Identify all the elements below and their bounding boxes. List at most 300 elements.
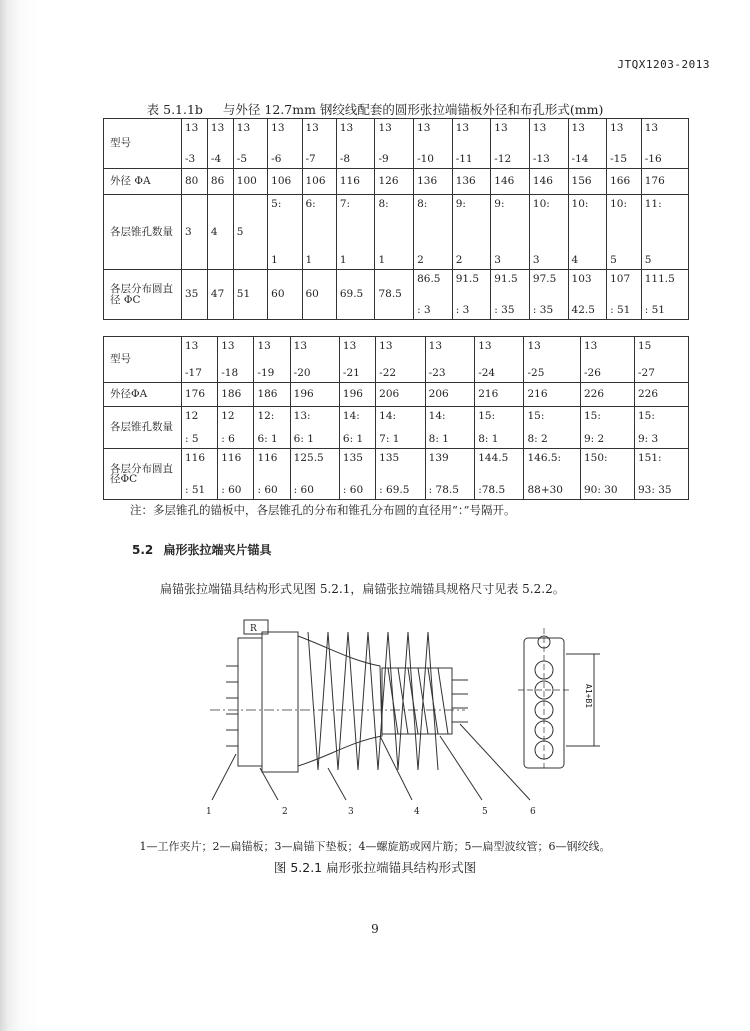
table-cell bbox=[414, 169, 453, 195]
table-cell bbox=[452, 119, 491, 169]
cell-line: 8: bbox=[378, 197, 389, 210]
cell-line: 206 bbox=[379, 388, 400, 401]
cell-line: 12 bbox=[221, 409, 235, 422]
table-cell bbox=[182, 407, 218, 449]
cell-line: 80 bbox=[185, 175, 199, 188]
cell-line: : 60 bbox=[221, 484, 242, 496]
cell-line: -11 bbox=[455, 153, 473, 165]
table-row bbox=[104, 169, 689, 195]
table-row bbox=[104, 270, 689, 320]
table-cell bbox=[290, 337, 339, 383]
table-cell bbox=[254, 337, 290, 383]
table-cell bbox=[233, 119, 267, 169]
table-cell bbox=[491, 195, 530, 270]
cell-line: 13 bbox=[478, 339, 492, 352]
table-cell bbox=[491, 169, 530, 195]
callout-5: 5 bbox=[482, 807, 488, 817]
cell-line: 135 bbox=[342, 451, 363, 464]
cell-line: -13 bbox=[532, 153, 550, 165]
table-cell bbox=[182, 383, 218, 407]
table-cell bbox=[414, 195, 453, 270]
table-cell bbox=[425, 449, 475, 500]
table-cell bbox=[634, 337, 688, 383]
cell-line: 9: 3 bbox=[637, 433, 659, 445]
cell-line: -8 bbox=[339, 153, 351, 165]
cell-line: 13 bbox=[342, 339, 357, 352]
cell-line: 111.5 bbox=[644, 272, 675, 285]
cell-line: 8: bbox=[417, 197, 428, 210]
table-cell bbox=[302, 195, 336, 270]
table-cell bbox=[529, 195, 568, 270]
table-cell bbox=[607, 270, 642, 320]
cell-line: 86 bbox=[210, 175, 225, 188]
cell-line: 13 bbox=[305, 121, 319, 134]
cell-line: : 51 bbox=[610, 304, 631, 316]
cell-line: 106 bbox=[271, 175, 292, 188]
cell-line: 35 bbox=[185, 288, 199, 301]
table-cell bbox=[268, 169, 302, 195]
cell-line: 9: bbox=[494, 197, 505, 210]
cell-line: 13 bbox=[428, 339, 443, 352]
table-cell bbox=[207, 195, 233, 270]
cell-line: 12 bbox=[185, 409, 199, 422]
r-label: R bbox=[250, 624, 257, 634]
figure-caption: 图 5.2.1 扁形张拉端锚具结构形式图 bbox=[273, 860, 477, 875]
cell-line: 216 bbox=[478, 388, 499, 401]
table-cell bbox=[568, 119, 607, 169]
cell-line: 136 bbox=[455, 175, 476, 188]
cell-line: -9 bbox=[378, 153, 389, 165]
cell-line: 146 bbox=[532, 175, 553, 188]
cell-line: 15 bbox=[637, 339, 652, 352]
cell-line: 136 bbox=[417, 175, 438, 188]
cell-line: 14: bbox=[342, 409, 360, 422]
table-cell bbox=[452, 270, 491, 320]
cell-line: -4 bbox=[210, 153, 222, 165]
cell-line: : 35 bbox=[532, 304, 554, 316]
table-cell bbox=[524, 383, 581, 407]
cell-line: 150: bbox=[584, 451, 608, 464]
cell-line: 13 bbox=[236, 121, 251, 134]
cell-line: -27 bbox=[637, 367, 655, 379]
cell-line: 6: 1 bbox=[342, 433, 364, 445]
table-cell bbox=[339, 383, 375, 407]
cell-line: 9: 2 bbox=[584, 433, 605, 445]
cell-line: : 60 bbox=[342, 484, 364, 496]
cell-line: 216 bbox=[527, 388, 548, 401]
anchor-plate-table-2 bbox=[103, 336, 689, 500]
cell-line: 116 bbox=[185, 451, 206, 464]
table-cell bbox=[475, 407, 524, 449]
table-cell bbox=[425, 407, 475, 449]
cell-line: 4 bbox=[210, 225, 218, 238]
cell-line: 13 bbox=[379, 339, 393, 352]
table-cell bbox=[581, 337, 635, 383]
table-cell bbox=[641, 119, 688, 169]
table-cell bbox=[207, 119, 233, 169]
callout-1: 1 bbox=[206, 807, 212, 817]
cell-line: 186 bbox=[221, 388, 242, 401]
cell-line: 15: bbox=[584, 409, 601, 422]
cell-line: 1 bbox=[339, 254, 347, 266]
cell-line: 13 bbox=[610, 121, 624, 134]
cell-line: 146 bbox=[494, 175, 515, 188]
cell-line: 146.5: bbox=[527, 451, 562, 464]
cell-line: : 60 bbox=[293, 484, 314, 496]
cell-line: 10: bbox=[532, 197, 550, 210]
table-cell bbox=[290, 407, 339, 449]
table-cell bbox=[607, 195, 642, 270]
cell-line: 156 bbox=[571, 175, 592, 188]
row-header: 外径 ΦA bbox=[104, 169, 182, 195]
table-cell bbox=[268, 270, 302, 320]
table-cell bbox=[634, 383, 688, 407]
cell-line: 2 bbox=[417, 254, 424, 266]
cell-line: 47 bbox=[210, 288, 225, 301]
table-row bbox=[104, 337, 689, 383]
cell-line: 13 bbox=[494, 121, 508, 134]
cell-line: 12: bbox=[257, 409, 275, 422]
cell-line: 91.5 bbox=[455, 272, 480, 285]
cell-line: 78.5 bbox=[378, 288, 402, 301]
cell-line: -16 bbox=[644, 153, 662, 165]
table-cell bbox=[425, 337, 475, 383]
table-cell bbox=[581, 407, 635, 449]
table-cell bbox=[376, 449, 426, 500]
cell-line: 226 bbox=[637, 388, 659, 401]
cell-line: : 3 bbox=[455, 304, 470, 316]
callout-2: 2 bbox=[282, 807, 288, 817]
cell-line: -3 bbox=[185, 153, 196, 165]
table-cell bbox=[524, 449, 581, 500]
table-cell bbox=[254, 449, 290, 500]
cell-line: 69.5 bbox=[339, 288, 364, 301]
cell-line: 10: bbox=[610, 197, 628, 210]
table-cell bbox=[452, 169, 491, 195]
cell-line: 3 bbox=[185, 225, 192, 238]
table-cell bbox=[233, 270, 267, 320]
cell-line: 13 bbox=[210, 121, 225, 134]
cell-line: 90: 30 bbox=[584, 484, 618, 496]
table-cell bbox=[218, 383, 254, 407]
table-cell bbox=[641, 169, 688, 195]
figure-legend: 1—工作夹片；2—扁锚板；3—扁锚下垫板；4—螺旋筋或网片筋；5—扁型波纹管；6—钢绞线。 bbox=[139, 840, 611, 853]
table-cell bbox=[375, 119, 414, 169]
cell-line: -20 bbox=[293, 367, 311, 379]
table-cell bbox=[414, 270, 453, 320]
row-header: 型号 bbox=[104, 337, 182, 383]
row-header: 各层锥孔数量 bbox=[104, 407, 182, 449]
cell-line: -12 bbox=[494, 153, 512, 165]
table-cell bbox=[182, 270, 208, 320]
anchor-plate-table-1 bbox=[103, 118, 689, 320]
row-header: 外径ΦA bbox=[104, 383, 182, 407]
table-cell bbox=[641, 195, 688, 270]
cell-line: 4 bbox=[571, 254, 579, 266]
table-cell bbox=[182, 449, 218, 500]
table-cell bbox=[491, 270, 530, 320]
section-heading bbox=[132, 541, 271, 558]
table-cell bbox=[524, 337, 581, 383]
table-cell bbox=[568, 169, 607, 195]
table-cell bbox=[641, 270, 688, 320]
cell-line: : 6 bbox=[221, 433, 235, 445]
cell-line: 11: bbox=[644, 197, 662, 210]
cell-line: 103 bbox=[571, 272, 592, 285]
cell-line: 13 bbox=[293, 339, 308, 352]
cell-line: 2 bbox=[455, 254, 463, 266]
table-cell bbox=[581, 449, 635, 500]
table-cell bbox=[425, 383, 475, 407]
cell-line: 5 bbox=[610, 254, 617, 266]
table-caption bbox=[0, 100, 750, 118]
cell-line: 97.5 bbox=[532, 272, 557, 285]
table-cell bbox=[376, 407, 426, 449]
table-cell bbox=[339, 337, 375, 383]
cell-line: -18 bbox=[221, 367, 239, 379]
row-header: 各层分布圆直径ΦC bbox=[104, 449, 182, 500]
cell-line: 151: bbox=[637, 451, 662, 464]
table-cell bbox=[375, 169, 414, 195]
table-row bbox=[104, 449, 689, 500]
cell-line: -22 bbox=[379, 367, 397, 379]
cell-line: 86.5 bbox=[417, 272, 441, 285]
cell-line: -17 bbox=[185, 367, 202, 379]
table-cell bbox=[607, 169, 642, 195]
table-cell bbox=[529, 270, 568, 320]
cell-line: 139 bbox=[428, 451, 449, 464]
cell-line: 15: bbox=[527, 409, 545, 422]
cell-line: -24 bbox=[478, 367, 496, 379]
row-header: 各层分布圆直径 ΦC bbox=[104, 270, 182, 320]
table-cell bbox=[218, 337, 254, 383]
cell-line: : 78.5 bbox=[428, 484, 459, 496]
cell-line: : 5 bbox=[185, 433, 199, 445]
table-cell bbox=[182, 195, 208, 270]
cell-line: 88+30 bbox=[527, 484, 563, 496]
cell-line: 91.5 bbox=[494, 272, 518, 285]
cell-line: 8: 2 bbox=[527, 433, 548, 445]
table-cell bbox=[607, 119, 642, 169]
table-row bbox=[104, 195, 689, 270]
table-cell bbox=[336, 270, 375, 320]
table-cell bbox=[581, 383, 635, 407]
cell-line: 8: 1 bbox=[428, 433, 449, 445]
cell-line: 13 bbox=[644, 121, 659, 134]
cell-line: 93: 35 bbox=[637, 484, 672, 496]
cell-line: 196 bbox=[293, 388, 314, 401]
cell-line: 166 bbox=[610, 175, 631, 188]
table-cell bbox=[218, 407, 254, 449]
table-cell bbox=[290, 449, 339, 500]
cell-line: 15: bbox=[637, 409, 655, 422]
table-cell bbox=[182, 337, 218, 383]
callout-3: 3 bbox=[348, 807, 354, 817]
table-cell bbox=[218, 449, 254, 500]
table-cell bbox=[302, 119, 336, 169]
table-cell bbox=[302, 169, 336, 195]
table-cell bbox=[475, 449, 524, 500]
table-note: 注：多层锥孔的锚板中，各层锥孔的分布和锥孔分布圆的直径用“：”号隔开。 bbox=[130, 503, 516, 517]
cell-line: 100 bbox=[236, 175, 257, 188]
table-cell bbox=[452, 195, 491, 270]
cell-line: 7: bbox=[339, 197, 351, 210]
table-row bbox=[104, 383, 689, 407]
cell-line: 206 bbox=[428, 388, 449, 401]
cell-line: 13 bbox=[455, 121, 470, 134]
cell-line: -23 bbox=[428, 367, 446, 379]
flat-anchor-structure-figure bbox=[200, 618, 640, 828]
cell-line: 13 bbox=[417, 121, 431, 134]
cell-line: -25 bbox=[527, 367, 545, 379]
cell-line: : 69.5 bbox=[379, 484, 410, 496]
table-caption-text: 与外径 12.7mm 钢绞线配套的圆形张拉端锚板外径和布孔形式(mm) bbox=[222, 102, 604, 117]
cell-line: : 60 bbox=[257, 484, 278, 496]
table-cell bbox=[529, 119, 568, 169]
cell-line: : 35 bbox=[494, 304, 515, 316]
cell-line: 5 bbox=[236, 225, 244, 238]
cell-line: 13 bbox=[378, 121, 392, 134]
cell-line: 5 bbox=[644, 254, 652, 266]
cell-line: 176 bbox=[185, 388, 206, 401]
cell-line: 14: bbox=[379, 409, 397, 422]
table-cell bbox=[207, 169, 233, 195]
cell-line: 51 bbox=[236, 288, 251, 301]
cell-line: -19 bbox=[257, 367, 275, 379]
table-cell bbox=[339, 449, 375, 500]
bearing-plate-shape bbox=[262, 632, 298, 772]
cell-line: 15: bbox=[478, 409, 496, 422]
section-number: 5.2 bbox=[132, 543, 154, 557]
cell-line: 13 bbox=[221, 339, 235, 352]
cell-line: 116 bbox=[339, 175, 360, 188]
section-title: 扁形张拉端夹片锚具 bbox=[163, 543, 272, 557]
cell-line: 13 bbox=[257, 339, 271, 352]
cell-line: : 51 bbox=[644, 304, 665, 316]
table-cell bbox=[475, 383, 524, 407]
cell-line: 126 bbox=[378, 175, 399, 188]
cell-line: -10 bbox=[417, 153, 434, 165]
table-cell bbox=[254, 407, 290, 449]
cell-line: -15 bbox=[610, 153, 628, 165]
table-cell bbox=[233, 195, 267, 270]
cell-line: 7: 1 bbox=[379, 433, 400, 445]
cell-line: -14 bbox=[571, 153, 589, 165]
cell-line: -5 bbox=[236, 153, 248, 165]
table-cell bbox=[268, 119, 302, 169]
cell-line: 13 bbox=[185, 339, 199, 352]
table-row bbox=[104, 407, 689, 449]
cell-line: -21 bbox=[342, 367, 360, 379]
cell-line: 13 bbox=[527, 339, 541, 352]
cell-line: 60 bbox=[305, 288, 319, 301]
table-cell bbox=[182, 169, 208, 195]
cell-line: 13 bbox=[185, 121, 199, 134]
table-cell bbox=[302, 270, 336, 320]
cell-line: 116 bbox=[221, 451, 242, 464]
cell-line: 9: bbox=[455, 197, 466, 210]
cell-line: 1 bbox=[271, 254, 278, 266]
table-cell bbox=[339, 407, 375, 449]
document-code: JTQX1203-2013 bbox=[617, 58, 710, 71]
table-cell bbox=[336, 119, 375, 169]
table-cell bbox=[254, 383, 290, 407]
table-cell bbox=[268, 195, 302, 270]
cell-line: 186 bbox=[257, 388, 278, 401]
table-cell bbox=[290, 383, 339, 407]
cell-line: 144.5 bbox=[478, 451, 509, 464]
cell-line: 13 bbox=[571, 121, 585, 134]
cell-line: 106 bbox=[305, 175, 326, 188]
table-cell bbox=[376, 337, 426, 383]
dimension-label: A1+B1 bbox=[584, 684, 593, 709]
cell-line: 14: bbox=[428, 409, 446, 422]
cell-line: -7 bbox=[305, 153, 316, 165]
anchor-plate-shape bbox=[238, 638, 262, 766]
table-cell bbox=[336, 169, 375, 195]
table-cell bbox=[634, 449, 688, 500]
callout-6: 6 bbox=[530, 807, 536, 817]
cell-line: 116 bbox=[257, 451, 278, 464]
table-cell bbox=[568, 270, 607, 320]
table-cell bbox=[376, 383, 426, 407]
table-cell bbox=[524, 407, 581, 449]
cell-line: 125.5 bbox=[293, 451, 324, 464]
cell-line: 1 bbox=[305, 254, 313, 266]
cell-line: -26 bbox=[584, 367, 601, 379]
cell-line: 10: bbox=[571, 197, 589, 210]
page-number: 9 bbox=[371, 922, 379, 936]
cell-line: 6: bbox=[305, 197, 316, 210]
cell-line: 60 bbox=[271, 288, 285, 301]
cell-line: :78.5 bbox=[478, 484, 506, 496]
cell-line: 13 bbox=[584, 339, 598, 352]
callout-4: 4 bbox=[414, 807, 420, 817]
cell-line: 13 bbox=[339, 121, 354, 134]
table-caption-number: 表 5.1.1b bbox=[146, 102, 203, 117]
table-cell bbox=[529, 169, 568, 195]
cell-line: 5: bbox=[271, 197, 282, 210]
cell-line: 13: bbox=[293, 409, 311, 422]
row-header: 型号 bbox=[104, 119, 182, 169]
cell-line: 13 bbox=[532, 121, 547, 134]
table-cell bbox=[634, 407, 688, 449]
cell-line: 13 bbox=[271, 121, 285, 134]
table-cell bbox=[414, 119, 453, 169]
cell-line: 176 bbox=[644, 175, 665, 188]
table-cell bbox=[182, 119, 208, 169]
table-cell bbox=[375, 270, 414, 320]
cell-line: -6 bbox=[271, 153, 282, 165]
cell-line: 226 bbox=[584, 388, 605, 401]
cell-line: 107 bbox=[610, 272, 631, 285]
row-header: 各层锥孔数量 bbox=[104, 195, 182, 270]
cell-line: 3 bbox=[494, 254, 501, 266]
body-paragraph: 扁锚张拉端锚具结构形式见图 5.2.1，扁锚张拉端锚具规格尺寸见表 5.2.2。 bbox=[160, 582, 565, 596]
cell-line: 1 bbox=[378, 254, 386, 266]
cell-line: 196 bbox=[342, 388, 363, 401]
table-cell bbox=[491, 119, 530, 169]
table-cell bbox=[475, 337, 524, 383]
table-cell bbox=[233, 169, 267, 195]
cell-line: 3 bbox=[532, 254, 540, 266]
table-cell bbox=[375, 195, 414, 270]
cell-line: 135 bbox=[379, 451, 400, 464]
table-row bbox=[104, 119, 689, 169]
cell-line: 8: 1 bbox=[478, 433, 499, 445]
table-cell bbox=[336, 195, 375, 270]
cell-line: 42.5 bbox=[571, 304, 595, 316]
